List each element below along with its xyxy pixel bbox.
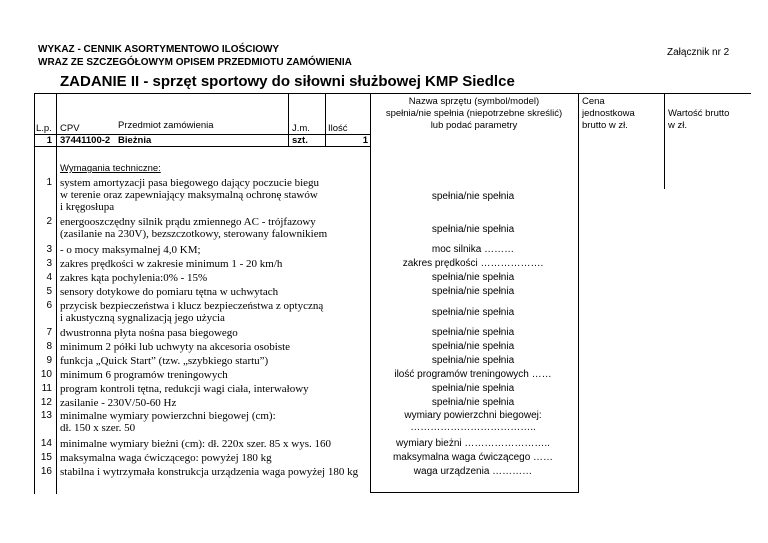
page-title: ZADANIE II - sprzęt sportowy do siłowni służbowej KMP Siedlce (60, 73, 515, 90)
req-number: 4 (46, 272, 52, 283)
col-header-gross-line: Wartość brutto (668, 108, 730, 119)
req-text: zakres kąta pochylenia:0% - 15% (60, 272, 208, 284)
req-response: zakres prędkości ………………. (402, 258, 544, 269)
req-number: 6 (46, 300, 52, 311)
req-response: spełnia/nie spełnia (431, 272, 515, 283)
col-header-lp: L.p. (36, 123, 52, 134)
req-text: dwustronna płyta nośna pasa biegowego (60, 327, 238, 339)
req-response: spełnia/nie spełnia (431, 327, 515, 338)
req-number: 8 (46, 341, 52, 352)
req-text: funkcja „Quick Start” (tzw. „szybkiego startu”) (60, 355, 269, 367)
req-response: moc silnika ……… (431, 244, 515, 255)
col-border (288, 94, 289, 146)
req-response: spełnia/nie spełnia (431, 383, 515, 394)
req-text: system amortyzacji pasa biegowego dający poczucie biegu w terenie oraz zapewniający maksymalną ochronę stawów i kręgosłupa (60, 177, 320, 213)
item-cpv: 37441100-2 (60, 135, 111, 146)
req-text: - o mocy maksymalnej 4,0 KM; (60, 244, 201, 256)
col-header-qty: Ilość (328, 123, 348, 134)
req-number: 9 (46, 355, 52, 366)
req-number: 2 (46, 216, 52, 227)
req-number: 3 (46, 244, 52, 255)
col-header-name (372, 96, 576, 132)
item-unit: szt. (292, 135, 308, 146)
req-response: wymiary powierzchni biegowej: ……………………………….. (404, 410, 542, 433)
req-text: minimalne wymiary powierzchni biegowej (cm): dł. 150 x szer. 50 (60, 410, 276, 434)
req-text: przycisk bezpieczeństwa i klucz bezpieczeństwa z optyczną i akustyczną sygnalizacją jego użycia (60, 300, 324, 324)
req-text: minimalne wymiary bieżni (cm): dł. 220x szer. 85 x wys. 160 (60, 438, 331, 450)
req-number: 7 (46, 327, 52, 338)
req-number: 10 (40, 369, 52, 380)
col-border (34, 94, 35, 494)
req-response: ilość programów treningowych …… (394, 369, 552, 380)
col-header-unit: J.m. (292, 123, 310, 134)
req-response: spełnia/nie spełnia (431, 224, 515, 235)
req-number: 14 (40, 438, 52, 449)
req-text: stabilna i wytrzymała konstrukcja urządzenia waga powyżej 180 kg (60, 466, 359, 478)
col-header-cpv: CPV (60, 123, 80, 134)
req-response: spełnia/nie spełnia (431, 191, 515, 202)
req-number: 5 (46, 286, 52, 297)
req-response: waga urządzenia ………… (413, 466, 533, 477)
header-line-1: WYKAZ - CENNIK ASORTYMENTOWO ILOŚCIOWY (38, 44, 280, 55)
col-border (664, 94, 665, 189)
response-bottom-border (370, 492, 579, 493)
req-response: spełnia/nie spełnia (431, 307, 515, 318)
col-header-price-line: brutto w zł. (582, 120, 628, 131)
req-response: spełnia/nie spełnia (431, 341, 515, 352)
req-response: wymiary bieżni …………………….. (396, 438, 550, 449)
req-text: minimum 2 półki lub uchwyty na akcesoria osobiste (60, 341, 291, 353)
req-text: minimum 6 programów treningowych (60, 369, 228, 381)
req-text: energooszczędny silnik prądu zmiennego AC - trójfazowy (zasilanie na 230V), bezszczotkowy, sterowany falownikiem (60, 216, 328, 240)
req-response: spełnia/nie spełnia (431, 286, 515, 297)
req-text: zasilanie - 230V/50-60 Hz (60, 397, 177, 409)
item-lp: 1 (46, 135, 52, 146)
attachment-label: Załącznik nr 2 (667, 47, 730, 58)
req-response: spełnia/nie spełnia (431, 355, 515, 366)
req-number: 12 (40, 397, 52, 408)
req-number: 1 (46, 177, 52, 188)
col-header-price (582, 96, 635, 132)
col-header-name-line: lub podać parametry (430, 120, 518, 131)
col-header-gross (668, 108, 729, 132)
col-header-price-line: Cena (582, 96, 605, 107)
requirements-label: Wymagania techniczne: (60, 163, 161, 174)
col-border (325, 94, 326, 146)
table-top-border (34, 93, 751, 94)
req-number: 3 (46, 258, 52, 269)
header-line-2: WRAZ ZE SZCZEGÓŁOWYM OPISEM PRZEDMIOTU ZAMÓWIENIA (38, 57, 352, 68)
req-number: 16 (40, 466, 52, 477)
req-text: maksymalna waga ćwiczącego: powyżej 180 kg (60, 452, 272, 464)
req-text: program kontroli tętna, redukcji wagi ciała, interwałowy (60, 383, 309, 395)
req-text: sensory dotykowe do pomiaru tętna w uchwytach (60, 286, 279, 298)
req-response: maksymalna waga ćwiczącego …… (392, 452, 554, 463)
req-number: 11 (41, 383, 52, 394)
req-number: 15 (40, 452, 52, 463)
item-name: Bieżnia (118, 135, 152, 146)
col-header-name-line: spełnia/nie spełnia (niepotrzebne skreślić) (385, 108, 563, 119)
req-number: 13 (40, 410, 52, 421)
col-header-gross-line: w zł. (668, 120, 687, 131)
col-border (56, 94, 57, 494)
col-border (578, 94, 579, 493)
col-header-name-line: Nazwa sprzętu (symbol/model) (408, 96, 540, 107)
col-header-price-line: jednostkowa (582, 108, 635, 119)
col-header-item: Przedmiot zamówienia (118, 120, 214, 131)
req-response: spełnia/nie spełnia (431, 397, 515, 408)
req-text: zakres prędkości w zakresie minimum 1 - 20 km/h (60, 258, 283, 270)
item-qty: 1 (362, 135, 368, 146)
